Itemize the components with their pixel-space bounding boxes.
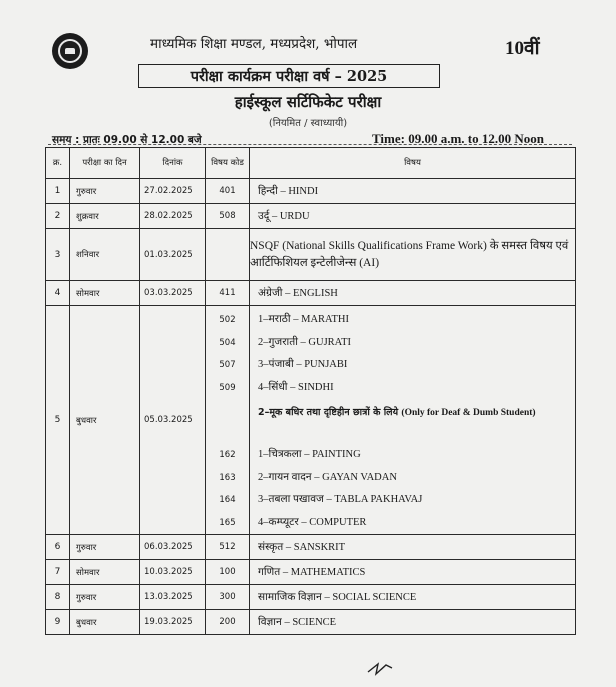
table-row: [46, 179, 576, 204]
row-date: 13.03.2025: [140, 585, 206, 610]
table-row: [46, 204, 576, 229]
subject-text: संस्कृत – SANSKRIT: [258, 542, 346, 553]
row-date: 05.03.2025: [140, 306, 206, 535]
row-num: 1: [46, 179, 70, 204]
row-subject: [250, 585, 576, 610]
row-day: सोमवार: [70, 560, 140, 585]
row-num: 9: [46, 610, 70, 635]
class-label: 10वीं: [505, 38, 540, 59]
subject-text: 4–सिंधी – SINDHI: [258, 381, 334, 393]
row-code: [206, 229, 250, 281]
signature-mark: [366, 660, 394, 676]
row-code: 512: [206, 535, 250, 560]
row-code: 100: [206, 560, 250, 585]
row-subject: NSQF (National Skills Qualifications Frame Work) के समस्त विषय एवं आर्टिफिशियल इन्टेलीजेन्स (AI): [250, 229, 576, 281]
header-date: दिनांक: [140, 148, 206, 179]
row-code: 509: [219, 382, 236, 393]
subject-text: विज्ञान – SCIENCE: [258, 617, 337, 628]
table-row: [46, 560, 576, 585]
row-code: 165: [219, 517, 236, 528]
row-date: 19.03.2025: [140, 610, 206, 635]
row-date: 01.03.2025: [140, 229, 206, 281]
header-day: परीक्षा का दिन: [70, 148, 140, 179]
row-date: 03.03.2025: [140, 281, 206, 306]
subject-text: 1–मराठी – MARATHI: [258, 314, 349, 325]
row-subject: [250, 281, 576, 306]
subject-text: 2–गुजराती – GUJRATI: [258, 336, 352, 348]
row-code: 162: [219, 450, 236, 460]
row-date: 06.03.2025: [140, 535, 206, 560]
table-row: [46, 535, 576, 560]
table-row: [46, 610, 576, 635]
row-code: 163: [219, 472, 236, 483]
header-num: क्र.: [46, 148, 70, 179]
row-code: 300: [206, 585, 250, 610]
row-code: [206, 399, 249, 444]
subject-text: हिन्दी – HINDI: [258, 186, 319, 197]
header-code: विषय कोड: [206, 148, 250, 179]
row-subject: [250, 535, 576, 560]
certificate-title: हाईस्कूल सर्टिफिकेट परीक्षा: [234, 93, 382, 111]
row-num: 4: [46, 281, 70, 306]
table-row: [46, 281, 576, 306]
row-subject: [250, 610, 576, 635]
row-code: 411: [206, 281, 250, 306]
row-day: बुधवार: [70, 610, 140, 635]
time-english: Time: 09.00 a.m. to 12.00 Noon: [372, 131, 545, 146]
row-code: 507: [219, 360, 236, 370]
row-day: सोमवार: [70, 281, 140, 306]
row-code: 502: [219, 315, 236, 325]
row-num: 5: [46, 306, 70, 535]
row-subject: [250, 179, 576, 204]
row-num: 3: [46, 229, 70, 281]
row-code: 504: [219, 337, 236, 348]
row-code: 508: [206, 204, 250, 229]
row-code: 401: [206, 179, 250, 204]
board-emblem-icon: [52, 33, 88, 69]
row-num: 8: [46, 585, 70, 610]
subject-text: 1–चित्रकला – PAINTING: [258, 449, 361, 460]
row-day: शनिवार: [70, 229, 140, 281]
subject-text: सामाजिक विज्ञान – SOCIAL SCIENCE: [258, 592, 417, 603]
subject-text: 2–मूक बधिर तथा दृष्टिहीन छात्रों के लिये: [258, 407, 399, 418]
deaf-dumb-note: [258, 399, 575, 444]
row-day: गुरुवार: [70, 179, 140, 204]
row-subject: [250, 560, 576, 585]
row-num: 7: [46, 560, 70, 585]
time-hindi: समय : प्रातः 09.00 से 12.00 बजे: [52, 134, 202, 146]
row-num: 2: [46, 204, 70, 229]
subject-text: 4–कम्प्यूटर – COMPUTER: [258, 516, 367, 528]
row-code-list: [206, 306, 250, 535]
row-code: 164: [219, 495, 236, 505]
table-row: [46, 229, 576, 281]
row-date: 10.03.2025: [140, 560, 206, 585]
exam-programme-box: परीक्षा कार्यक्रम परीक्षा वर्ष – 2025: [138, 64, 440, 88]
exam-schedule-table: [45, 147, 576, 635]
row-subject: [250, 204, 576, 229]
row-code: 200: [206, 610, 250, 635]
row-day: शुक्रवार: [70, 204, 140, 229]
subject-text: 2–गायन वादन – GAYAN VADAN: [258, 471, 397, 483]
row-day: बुधवार: [70, 306, 140, 535]
table-row: [46, 585, 576, 610]
row-date: 27.02.2025: [140, 179, 206, 204]
header-subject: विषय: [250, 148, 576, 179]
subject-text: अंग्रेजी – ENGLISH: [258, 288, 338, 299]
row-num: 6: [46, 535, 70, 560]
subject-text: उर्दू – URDU: [258, 211, 310, 222]
divider: [48, 144, 572, 145]
subject-text-en: (Only for Deaf & Dumb Student): [401, 408, 536, 418]
table-row: [46, 306, 576, 535]
subject-text: गणित – MATHEMATICS: [258, 567, 366, 578]
board-title: माध्यमिक शिक्षा मण्डल, मध्यप्रदेश, भोपाल: [150, 36, 358, 52]
row-day: गुरुवार: [70, 535, 140, 560]
subject-text: 3–पंजाबी – PUNJABI: [258, 359, 348, 370]
row-date: 28.02.2025: [140, 204, 206, 229]
certificate-subtitle: (नियमित / स्वाध्यायी): [268, 118, 348, 129]
table-header-row: [46, 148, 576, 179]
row-subject-list: [250, 306, 576, 535]
row-day: गुरुवार: [70, 585, 140, 610]
subject-text: 3–तबला पखावज – TABLA PAKHAVAJ: [258, 494, 423, 505]
